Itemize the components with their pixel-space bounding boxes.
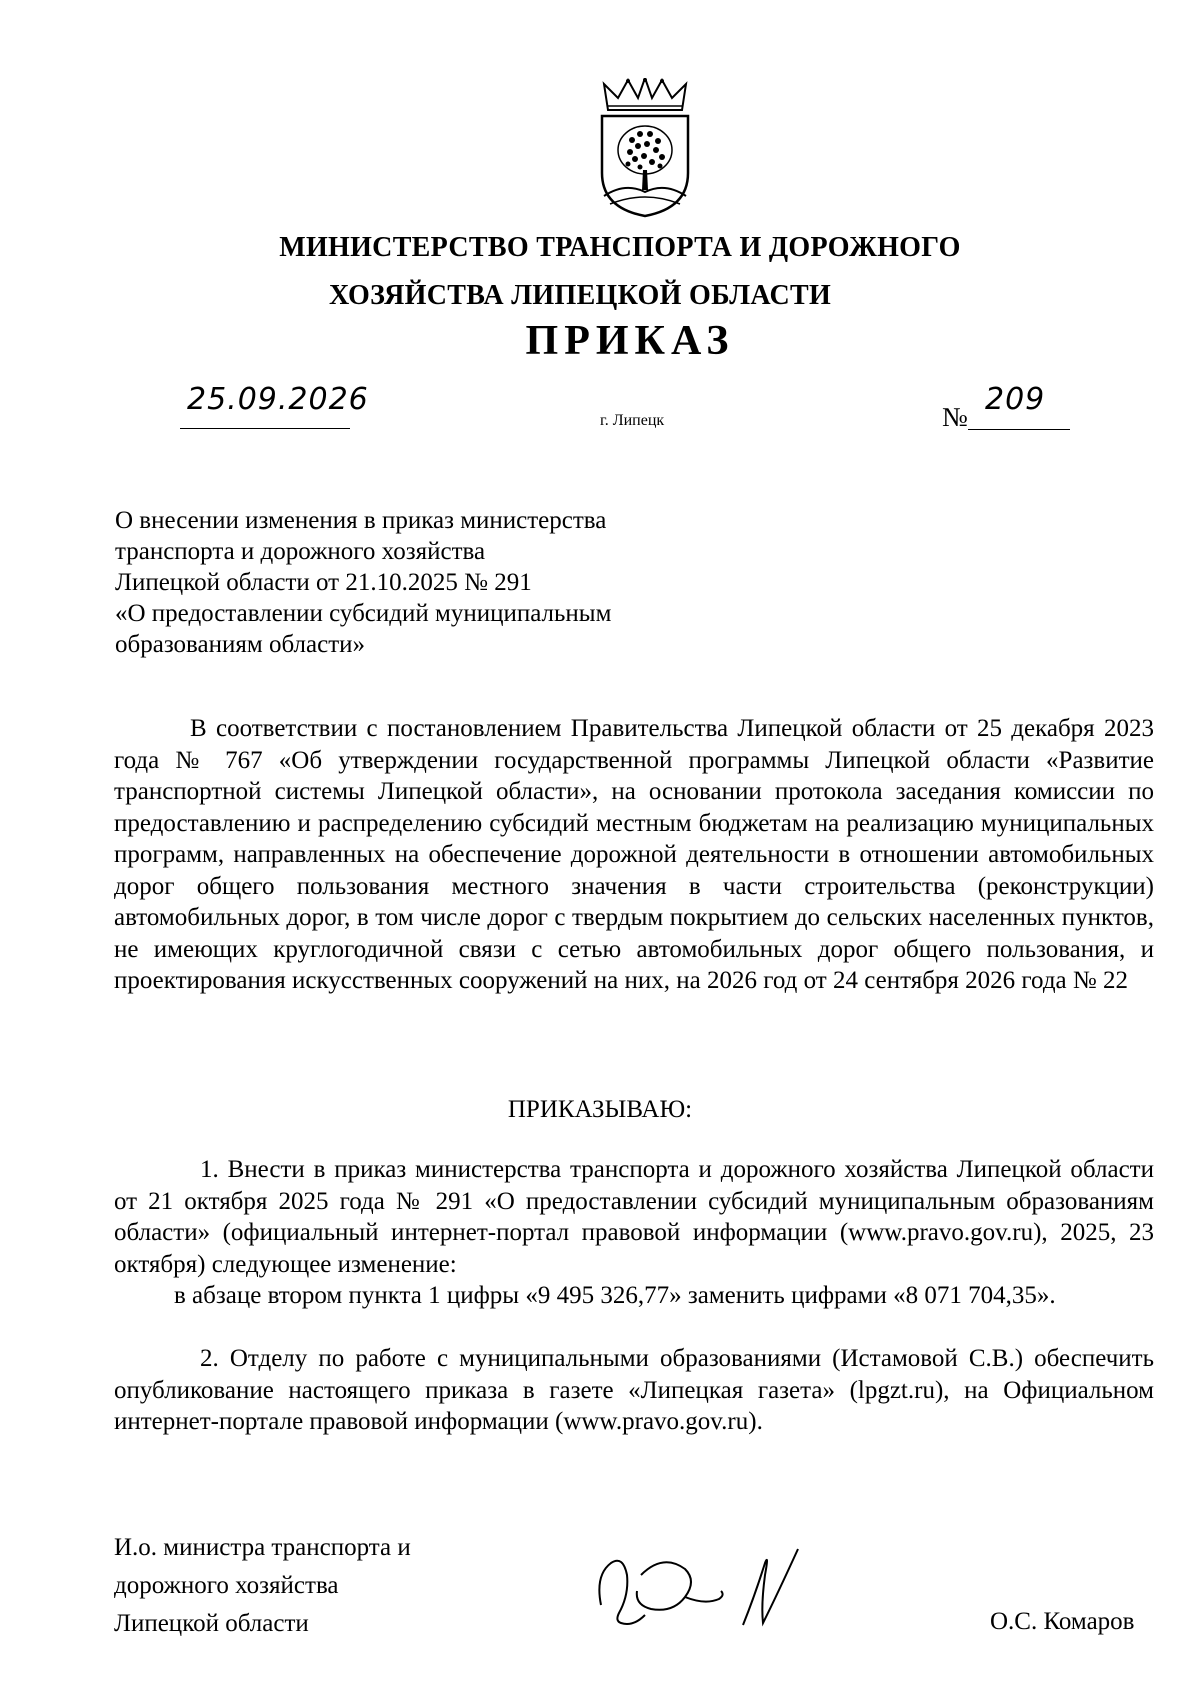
position-line: И.о. министра транспорта и [114, 1534, 411, 1561]
handwritten-number: 209 [985, 382, 1046, 417]
coat-of-arms-icon [590, 78, 700, 218]
handwritten-date: 25.09.2026 [187, 382, 369, 417]
city-label: г. Липецк [600, 412, 665, 429]
order-word: ПРИКАЗЫВАЮ: [507, 1096, 693, 1123]
document-type-title: ПРИКАЗ [525, 318, 735, 364]
position-line: дорожного хозяйства [114, 1572, 339, 1599]
signatory-position [114, 1529, 411, 1643]
subject-line: образованиям области» [115, 631, 366, 658]
subject-line: О внесении изменения в приказ министерства [115, 507, 607, 534]
position-line: Липецкой области [114, 1610, 309, 1637]
preamble-paragraph: В соответствии с постановлением Правительства Липецкой области от 25 декабря 2023 года № 767 «Об утверждении государственной программы Липецкой области «Развитие транспортной системы Липецкой области», на основании протокола заседания комиссии по предоставлению и распределению субсидий местным бюджетам на реализацию муниципальных программ, направленных на обеспечение дорожной деятельности в отношении автомобильных дорог общего пользования местного значения в части строительства (реконструкции) автомобильных дорог, в том числе дорог с твердым покрытием до сельских населенных пунктов, не имеющих круглогодичной связи с сетью автомобильных дорог общего пользования, и проектирования искусственных сооружений на них, на 2026 год от 24 сентября 2026 года № 22 [114, 715, 1154, 994]
ministry-name-line1: МИНИСТЕРСТВО ТРАНСПОРТА И ДОРОЖНОГО [279, 232, 961, 263]
number-label: № [942, 402, 968, 432]
order-item-1-change: в абзаце втором пункта 1 цифры «9 495 326,77» заменить цифрами «8 071 704,35». [174, 1282, 1056, 1309]
number-underline [968, 429, 1070, 430]
subject-line: Липецкой области от 21.10.2025 № 291 [115, 569, 532, 596]
date-underline [180, 428, 350, 429]
order-subject [115, 505, 755, 660]
handwritten-signature-icon [593, 1535, 808, 1640]
signer-name: О.С. Комаров [990, 1608, 1135, 1635]
subject-line: транспорта и дорожного хозяйства [115, 538, 486, 565]
ministry-name-line2: ХОЗЯЙСТВА ЛИПЕЦКОЙ ОБЛАСТИ [328, 280, 832, 311]
subject-line: «О предоставлении субсидий муниципальным [115, 600, 612, 627]
order-item-1: 1. Внести в приказ министерства транспорта и дорожного хозяйства Липецкой области от 21 октября 2025 года № 291 «О предоставлении субсидий муниципальным образованиям области» (официальный интернет-портал правовой информации (www.pravo.gov.ru), 2025, 23 октября) следующее изменение: [114, 1156, 1154, 1278]
order-item-2: 2. Отделу по работе с муниципальными образованиями (Истамовой С.В.) обеспечить опубликование настоящего приказа в газете «Липецкая газета» (lpgzt.ru), на Официальном интернет-портале правовой информации (www.pravo.gov.ru). [114, 1345, 1154, 1435]
